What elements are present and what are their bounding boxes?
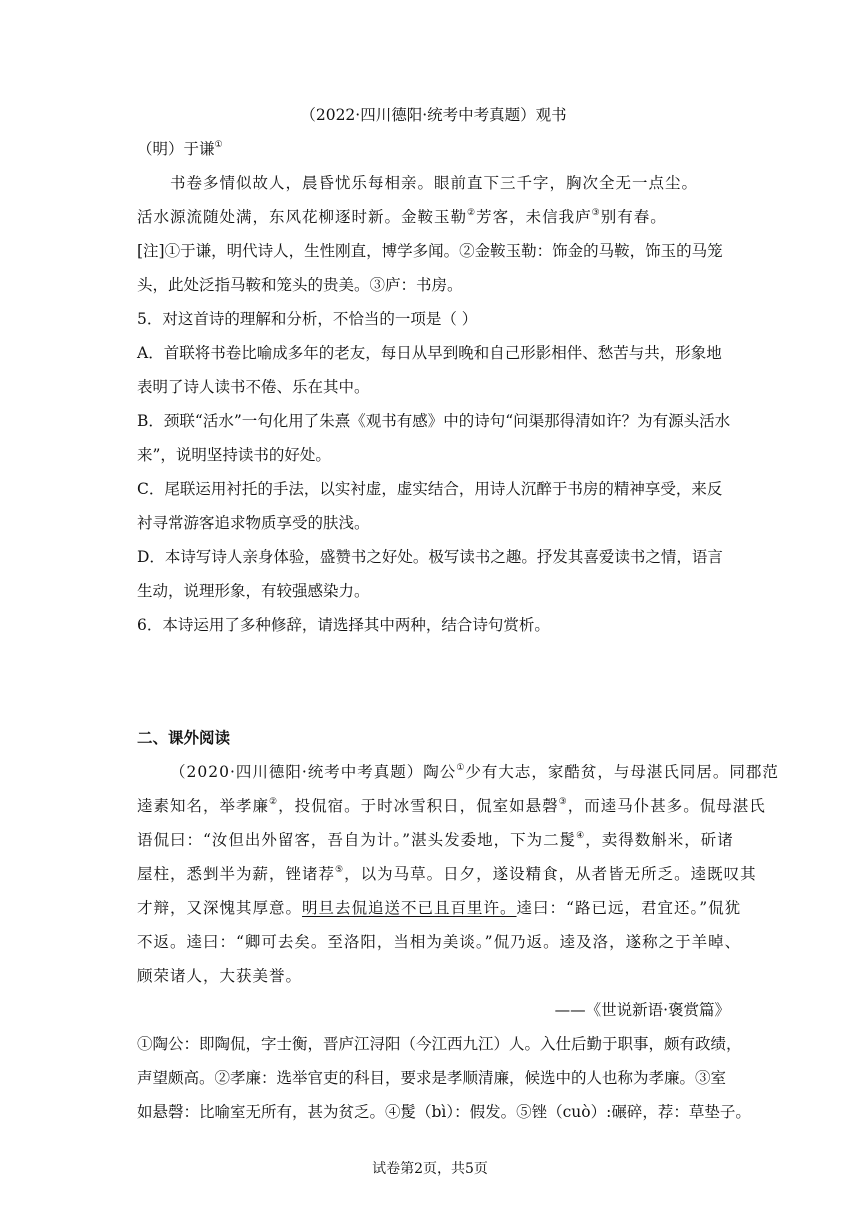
poem-line-1: 书卷多情似故人，晨昏忧乐每相亲。眼前直下三千字，胸次全无一点尘。	[170, 174, 699, 192]
poem-line-2: 活水源流随处满，东风花柳逐时新。金鞍玉勒②芳客，未信我庐③别有春。	[137, 208, 667, 226]
option-a-line-2: 表明了诗人读书不倦、乐在其中。	[137, 378, 370, 396]
option-c-line-1: C．尾联运用衬托的手法，以实衬虚，虚实结合，用诗人沉醉于书房的精神享受，来反	[137, 480, 723, 498]
footnote-mark: ①	[214, 140, 223, 150]
poem-note-line-2: 头，此处泛指马鞍和笼头的贵美。③庐：书房。	[137, 276, 463, 294]
page-footer: 试卷第2页，共5页	[372, 1161, 488, 1177]
option-d-line-1: D．本诗写诗人亲身体验，盛赞书之好处。极写读书之趣。抒发其喜爱读书之情，语言	[137, 548, 723, 566]
footnote-mark: ⑤	[335, 865, 345, 875]
footnote-mark: ③	[558, 797, 568, 807]
underlined-sentence: 明旦去侃追送不已且百里许。	[302, 899, 517, 917]
option-b-line-2: 来”，说明坚持读书的好处。	[137, 446, 331, 464]
option-a-line-1: A．首联将书卷比喻成多年的老友，每日从早到晚和自己形影相伴、愁苦与共，形象地	[137, 344, 722, 362]
passage-line-5: 才辩，又深愧其厚意。明旦去侃追送不已且百里许。逵曰：“路已远，君宜还。”侃犹	[137, 899, 742, 917]
footnote-mark: ③	[591, 208, 601, 218]
option-d-line-2: 生动，说理形象，有较强感染力。	[137, 582, 370, 600]
passage-line-6: 不返。逵曰：“卿可去矣。至洛阳，当相为美谈。”侃乃返。逵及洛，遂称之于羊晫、	[137, 933, 742, 951]
passage-note-line-2: 声望颇高。②孝廉：选举官吏的科目，要求是孝顺清廉，候选中的人也称为孝廉。③室	[137, 1069, 727, 1087]
footnote-mark: ②	[269, 797, 279, 807]
footnote-mark: ②	[467, 208, 477, 218]
question-6: 6．本诗运用了多种修辞，请选择其中两种，结合诗句赏析。	[137, 616, 550, 634]
passage-line-3: 语侃曰：“汝但出外留客，吾自为计。”湛头发委地，下为二髲④，卖得数斛米，斫诸	[137, 831, 734, 849]
poem-title: （2022·四川德阳·统考中考真题）观书	[300, 106, 567, 124]
poem-note-line-1: [注]①于谦，明代诗人，生性刚直，博学多闻。②金鞍玉勒：饰金的马鞍，饰玉的马笼	[137, 242, 723, 260]
section-heading: 二、课外阅读	[137, 728, 231, 747]
passage-source: ——《世说新语·褒赏篇》	[554, 1001, 730, 1019]
option-c-line-2: 衬寻常游客追求物质享受的肤浅。	[137, 514, 370, 532]
passage-line-4: 屋柱，悉剉半为薪，锉诸荐⑤，以为马草。日夕，遂设精食，从者皆无所乏。逵既叹其	[137, 865, 757, 883]
passage-line-1: （2020·四川德阳·统考中考真题）陶公①少有大志，家酷贫，与母湛氏同居。同郡范	[170, 763, 779, 781]
option-b-line-1: B．颈联“活水”一句化用了朱熹《观书有感》中的诗句“问渠那得清如许？为有源头活水	[137, 412, 731, 430]
footnote-mark: ①	[456, 763, 466, 773]
footnote-mark: ④	[576, 831, 586, 841]
passage-note-line-3: 如悬磬：比喻室无所有，甚为贫乏。④髲（bì）：假发。⑤锉（cuò）:碾碎，荐：草垫子。	[137, 1103, 751, 1121]
poem-author: （明）于谦①	[137, 140, 223, 158]
question-5: 5．对这首诗的理解和分析，不恰当的一项是（ ）	[137, 310, 478, 328]
passage-note-line-1: ①陶公：即陶侃，字士衡，晋庐江浔阳（今江西九江）人。入仕后勤于职事，颇有政绩，	[137, 1035, 742, 1053]
passage-line-7: 顾荣诸人，大获美誉。	[137, 967, 303, 985]
passage-line-2: 逵素知名，举孝廉②，投侃宿。于时冰雪积日，侃室如悬磬③，而逵马仆甚多。侃母湛氏	[137, 797, 766, 815]
